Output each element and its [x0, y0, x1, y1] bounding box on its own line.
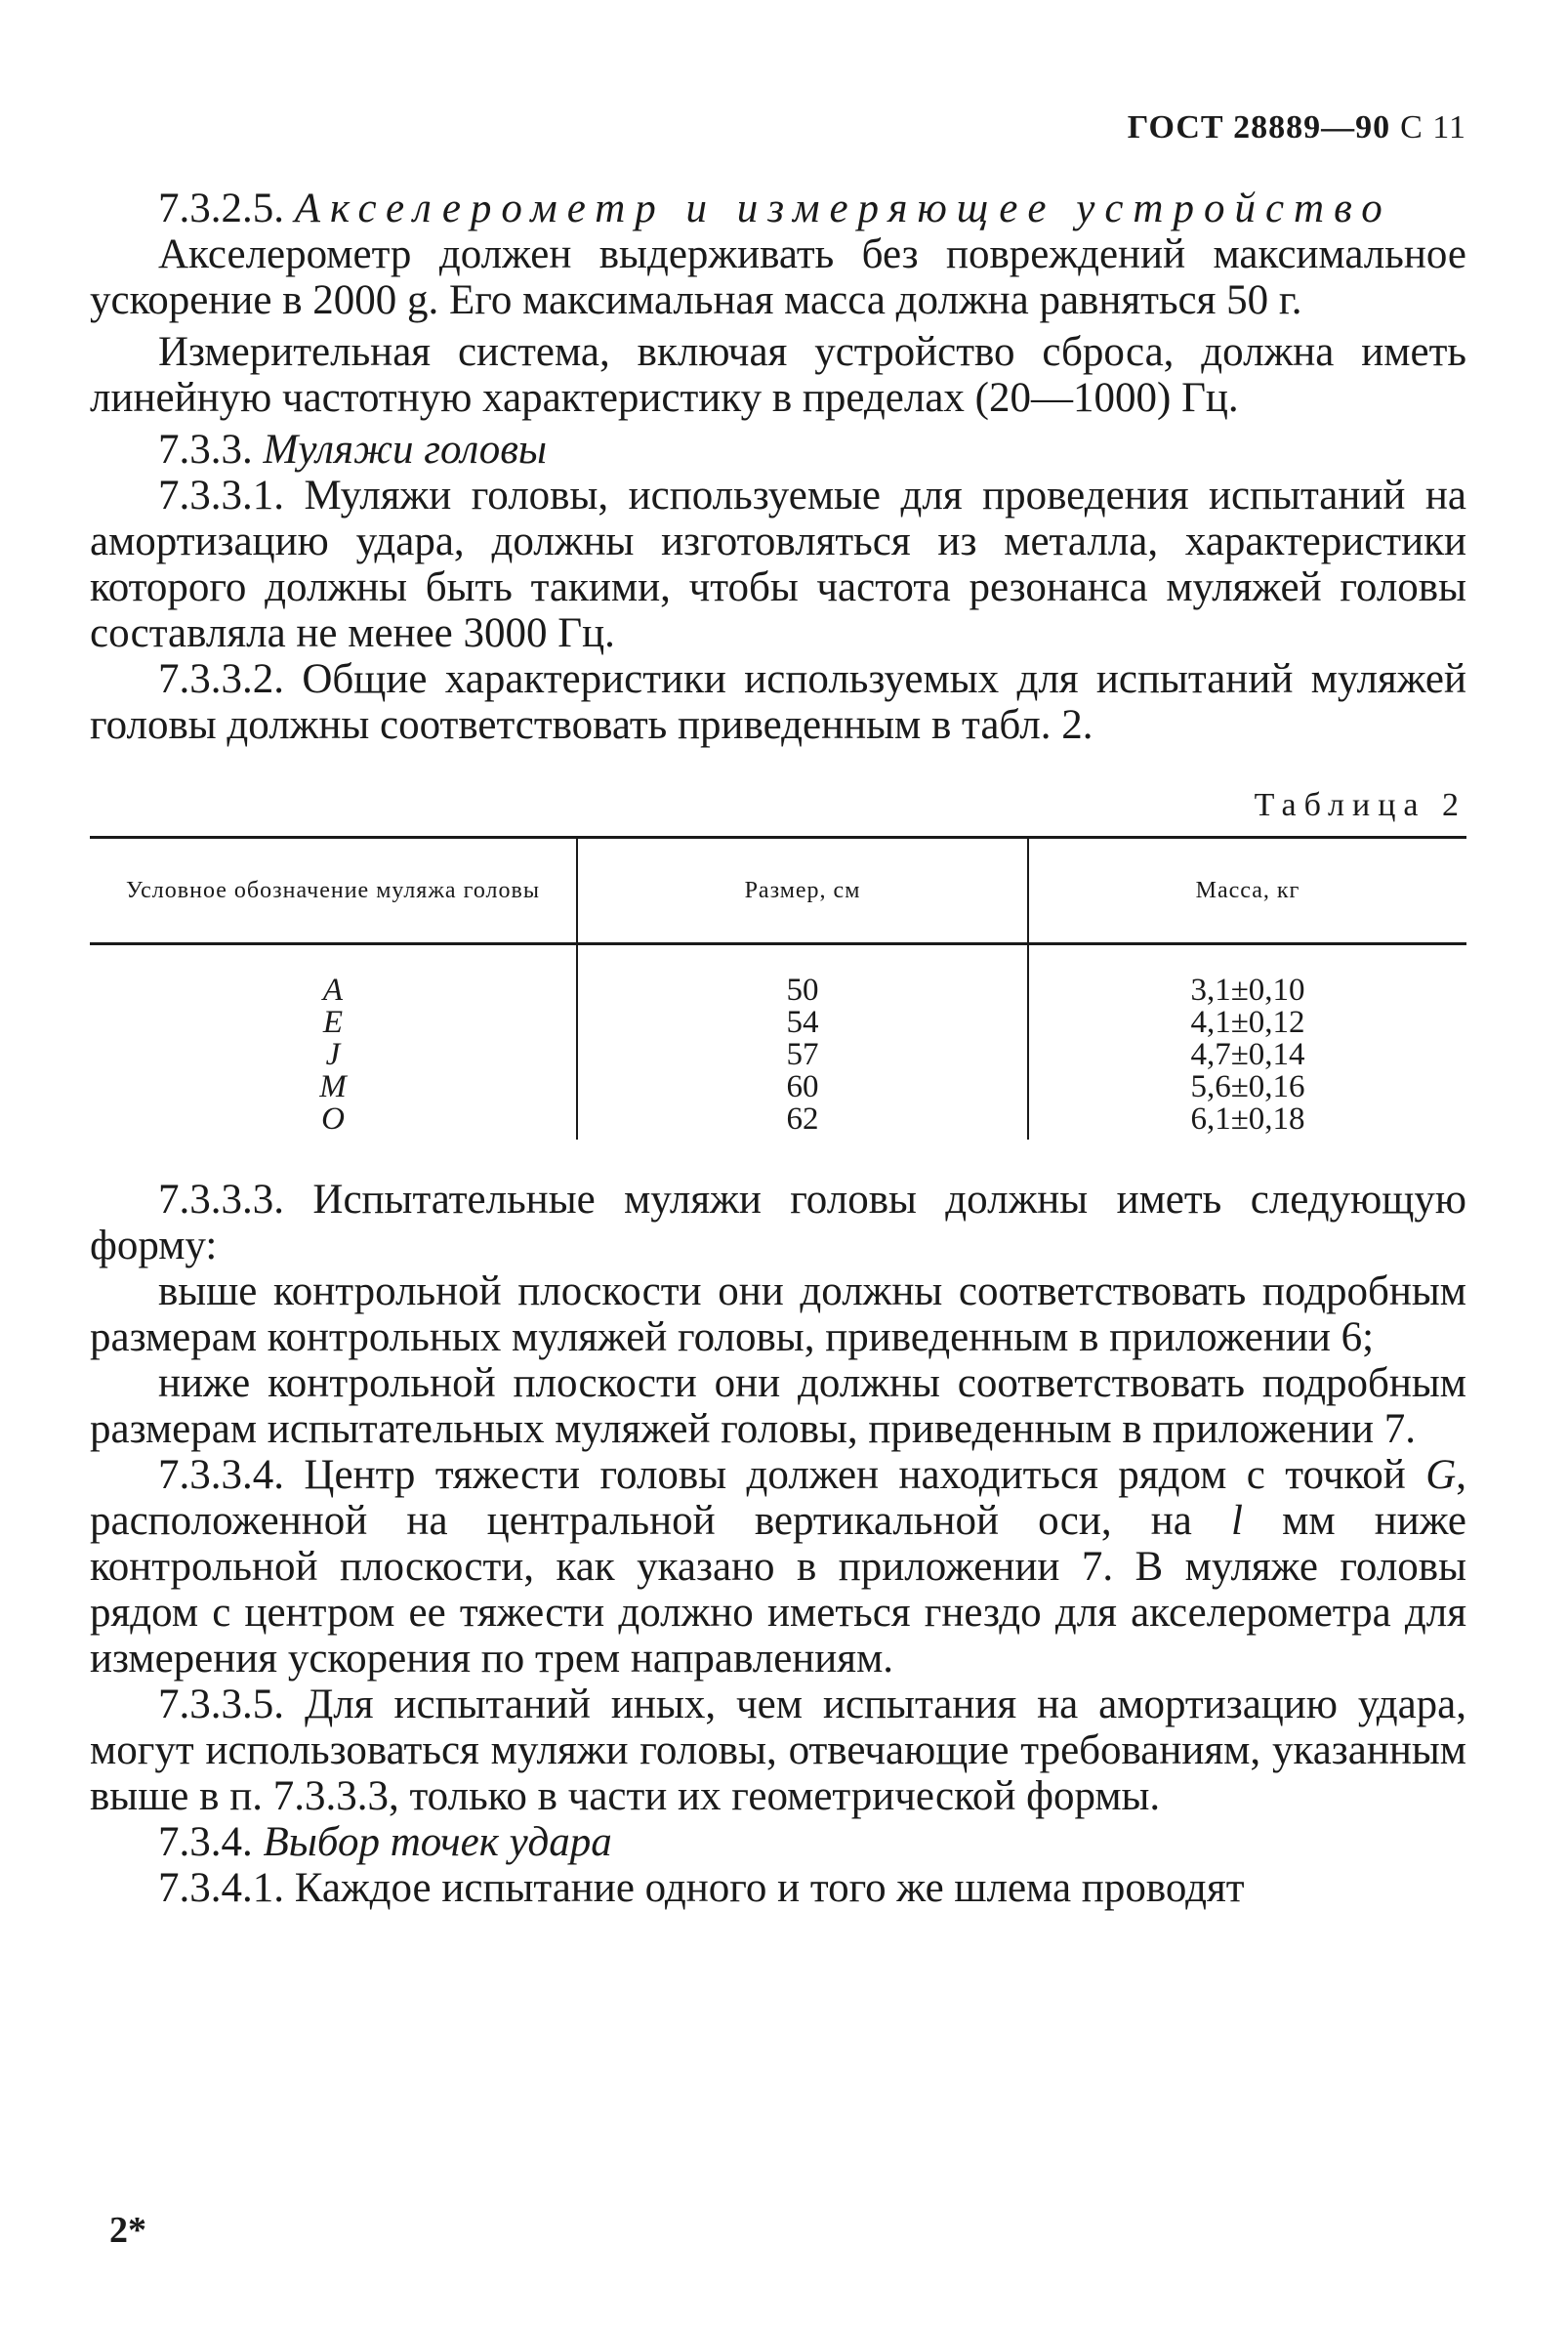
section-heading-7-3-4: 7.3.4. Выбор точек удара: [158, 1819, 612, 1865]
code-column: A E J M O: [319, 973, 347, 1137]
document-body: [90, 186, 1466, 1911]
paragraph: Измерительная система, включая устройство сброса, должна иметь линейную частотную характеристику в пределах (20—1000) Гц.: [90, 329, 1466, 421]
standard-number: ГОСТ 28889—90: [1127, 109, 1391, 145]
header-mass: Масса, кг: [1028, 838, 1466, 944]
paragraph: 7.3.3.5. Для испытаний иных, чем испытания на амортизацию удара, могут использоваться муляжи головы, отвечающие требованиям, указанным выше в п. 7.3.3.3, только в части их геометрической формы.: [90, 1682, 1466, 1819]
paragraph: Акселерометр должен выдерживать без повреждений максимальное ускорение в 2000 g. Его максимальная масса должна равняться 50 г.: [90, 231, 1466, 323]
section-title: Акселерометр и измеряющее устройство: [294, 186, 1392, 231]
section-heading-7-3-2-5: 7.3.2.5. Акселерометр и измеряющее устройство: [158, 186, 1392, 231]
head-forms-table: [90, 836, 1466, 1140]
page-number: С 11: [1400, 109, 1466, 145]
header-size: Размер, см: [577, 838, 1028, 944]
paragraph: выше контрольной плоскости они должны соответствовать подробным размерам контрольных муляжей головы, приведенным в приложении 6;: [90, 1268, 1466, 1360]
section-title: Муляжи головы: [263, 427, 548, 473]
header-code: Условное обозначение муляжа головы: [126, 877, 540, 903]
section-heading-7-3-3: 7.3.3. Муляжи головы: [158, 427, 548, 473]
signature-mark: 2*: [109, 2210, 146, 2251]
table-caption: Таблица 2: [1254, 787, 1466, 823]
paragraph: 7.3.3.2. Общие характеристики используемых для испытаний муляжей головы должны соответствовать приведенным в табл. 2.: [90, 656, 1466, 748]
section-title: Выбор точек удара: [263, 1819, 612, 1865]
paragraph: 7.3.3.4. Центр тяжести головы должен находиться рядом с точкой G, расположенной на центральной вертикальной оси, на l мм ниже контрольной плоскости, как указано в приложении 7. В муляже головы рядом с центром ее тяжести должно иметься гнездо для акселерометра для измерения ускорения по трем направлениям.: [90, 1452, 1466, 1682]
size-column: 50 54 57 60 62: [577, 944, 1028, 1141]
running-header: [1128, 109, 1466, 146]
table-row: [90, 944, 1466, 1141]
mass-column: 3,1±0,10 4,1±0,12 4,7±0,14 5,6±0,16 6,1±0,18: [1028, 944, 1466, 1141]
table-header-row: [90, 838, 1466, 944]
paragraph: 7.3.3.1. Муляжи головы, используемые для проведения испытаний на амортизацию удара, должны изготовляться из металла, характеристики которого должны быть такими, чтобы частота резонанса муляжей головы составляла не менее 3000 Гц.: [90, 473, 1466, 656]
paragraph: ниже контрольной плоскости они должны соответствовать подробным размерам испытательных муляжей головы, приведенным в приложении 7.: [90, 1360, 1466, 1452]
paragraph: 7.3.3.3. Испытательные муляжи головы должны иметь следующую форму:: [90, 1177, 1466, 1268]
paragraph: 7.3.4.1. Каждое испытание одного и того же шлема проводят: [158, 1865, 1245, 1911]
